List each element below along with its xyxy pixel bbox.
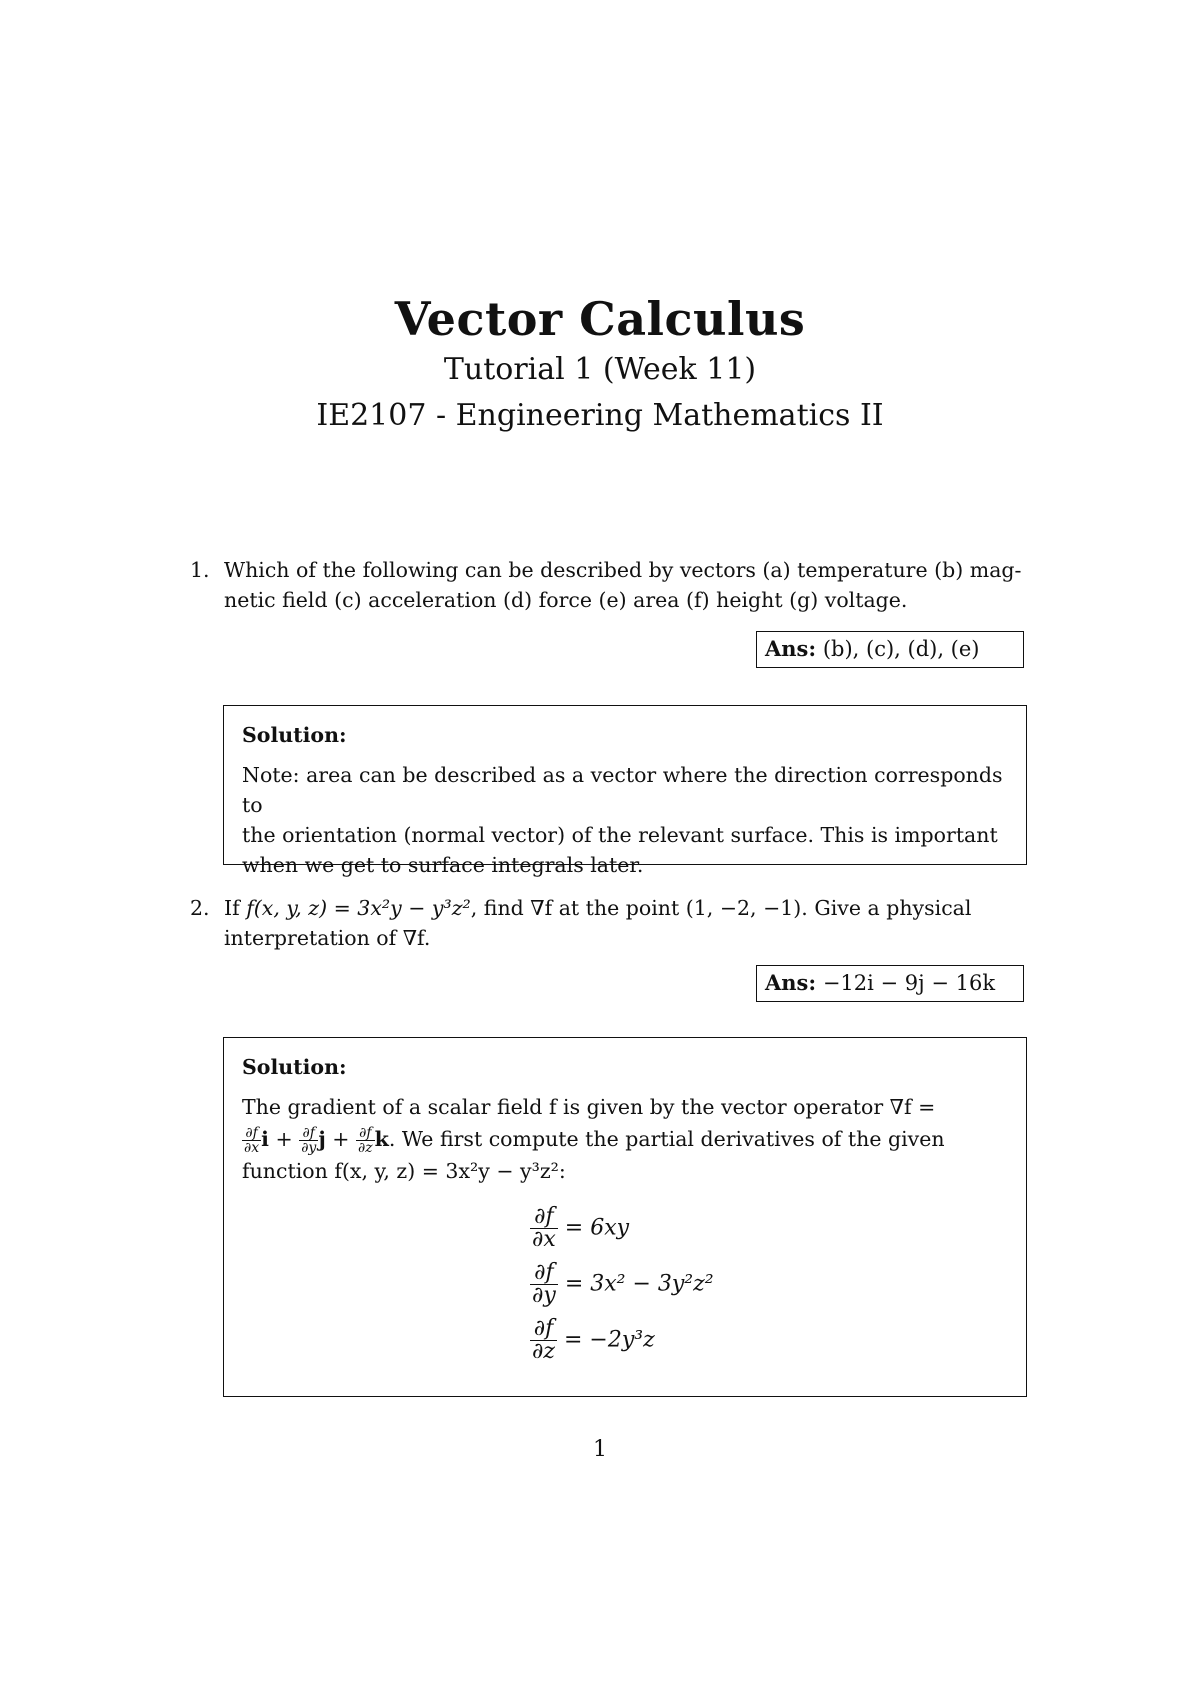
- partial-derivative-x: [530, 1206, 629, 1251]
- answer-value: (b), (c), (d), (e): [822, 637, 980, 661]
- answer-label: Ans:: [765, 636, 817, 661]
- partial-rhs: = 6xy: [564, 1215, 630, 1241]
- solution-line: $\frac{\partial f}{\partial x}$ i + $\frac{\partial f}{\partial y}$ j + $\frac{\partial f}{\partial z}$ k. We first compute the partial derivatives of the given: [244, 1125, 945, 1156]
- solution-line: Note: area can be described as a vector where the direction corresponds to: [242, 763, 1003, 817]
- plus-sign: +: [275, 1127, 293, 1151]
- answer-label: Ans:: [765, 970, 817, 995]
- fraction-numerator: ∂f: [530, 1262, 558, 1285]
- unit-vector-i: i: [261, 1127, 269, 1151]
- question-text-line: [224, 893, 1030, 923]
- question-text: [224, 893, 1030, 953]
- partial-rhs: = 3x² − 3y²z²: [564, 1271, 714, 1297]
- course-name: IE2107 - Engineering Mathematics II: [316, 398, 884, 433]
- question-text: [224, 555, 1030, 615]
- page-number: 1: [593, 1437, 607, 1462]
- fraction-numerator: ∂f: [530, 1318, 557, 1341]
- question-text-line: Which of the following can be described by vectors (a) temperature (b) mag-: [224, 558, 1022, 582]
- question-1: [190, 555, 1030, 615]
- solution-title: Solution:: [242, 723, 347, 747]
- fraction-denominator: ∂y: [532, 1283, 556, 1308]
- partial-fraction-x: $\frac{\partial f}{\partial x}$: [244, 1125, 260, 1156]
- solution-line: function f(x, y, z) = 3x²y − y³z²:: [242, 1159, 566, 1183]
- partial-fraction-y: $\frac{\partial f}{\partial y}$: [301, 1125, 317, 1156]
- partial-fraction-z: $\frac{\partial f}{\partial z}$: [358, 1125, 373, 1156]
- question-2: [190, 893, 1030, 953]
- document-subtitle: Tutorial 1 (Week 11): [443, 352, 757, 387]
- question-number: 2.: [190, 896, 210, 920]
- question-number: 1.: [190, 558, 210, 582]
- partial-derivative-z: [530, 1318, 655, 1363]
- answer-box-2: [756, 965, 1024, 1002]
- solution-text-segment: We first compute the partial derivatives of the given: [401, 1127, 945, 1151]
- solution-line: The gradient of a scalar field f is given by the vector operator ∇f =: [242, 1095, 936, 1119]
- question-text-line: netic field (c) acceleration (d) force (e) area (f) height (g) voltage.: [224, 588, 908, 612]
- solution-box-1: [223, 705, 1027, 877]
- question-text-segment: , find ∇f at the point (1, −2, −1). Give a physical: [470, 896, 972, 920]
- question-text-line: interpretation of ∇f.: [224, 926, 431, 950]
- fraction-denominator: ∂x: [532, 1227, 556, 1252]
- partial-derivative-y: [530, 1262, 714, 1307]
- document-title: Vector Calculus: [394, 292, 806, 346]
- answer-box-1: [756, 631, 1024, 668]
- question-word: If: [224, 896, 240, 920]
- partial-rhs: = −2y³z: [563, 1327, 655, 1353]
- solution-title: Solution:: [242, 1055, 347, 1079]
- answer-value: −12i − 9j − 16k: [822, 971, 996, 995]
- fraction-denominator: ∂z: [532, 1339, 555, 1364]
- function-expression: f(x, y, z) = 3x²y − y³z²: [246, 896, 471, 920]
- unit-vector-j: j: [318, 1127, 326, 1151]
- solution-line: the orientation (normal vector) of the relevant surface. This is important: [242, 823, 998, 847]
- solution-line: when we get to surface integrals later.: [242, 853, 644, 877]
- unit-vector-k: k: [374, 1127, 389, 1151]
- plus-sign: +: [332, 1127, 350, 1151]
- fraction-numerator: ∂f: [530, 1206, 558, 1229]
